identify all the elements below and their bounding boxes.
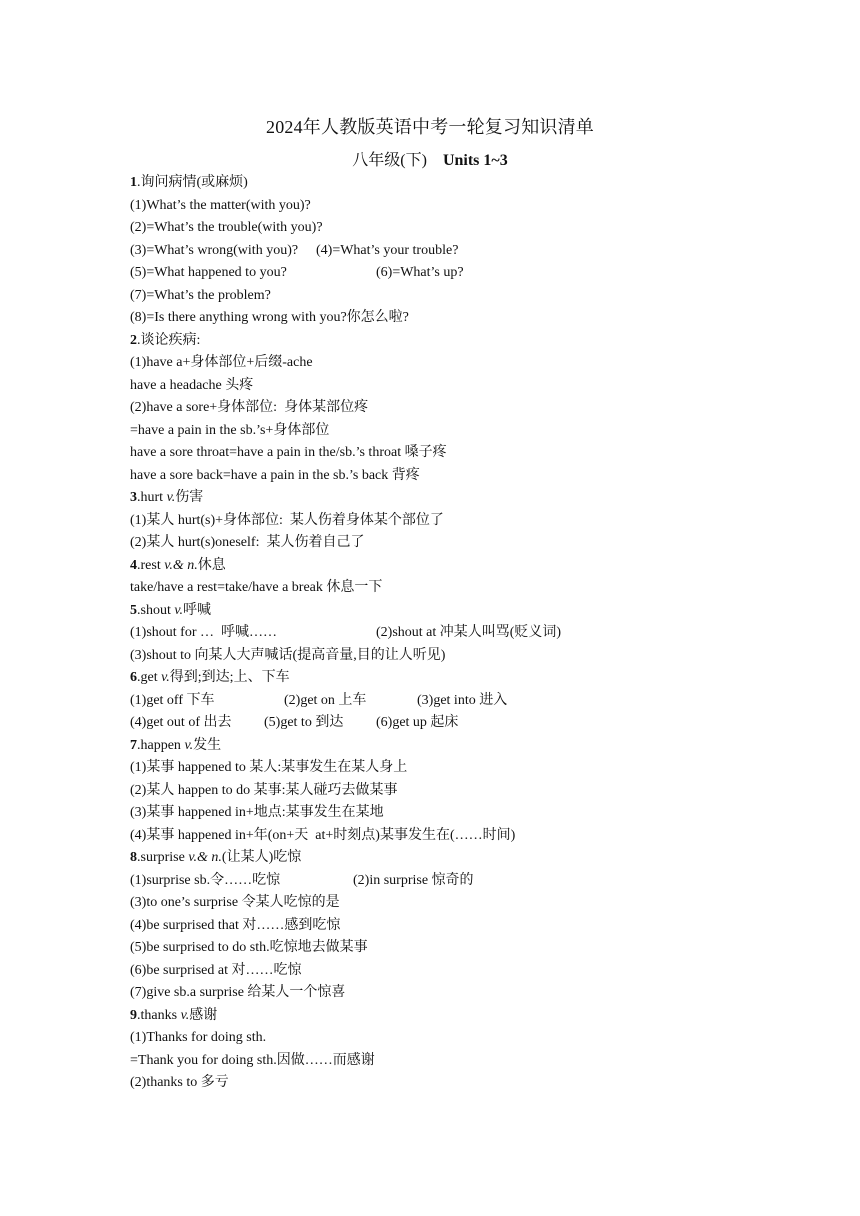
section-title: .rest — [137, 557, 165, 573]
section-title: .hurt — [137, 490, 167, 505]
section-meaning: 休息 — [197, 557, 226, 573]
list-item — [130, 307, 830, 330]
list-item — [130, 240, 830, 263]
list-item — [130, 757, 830, 780]
list-item-text: (7)give sb.a surprise 给某人一个惊喜 — [130, 985, 346, 1000]
section-title: .get — [137, 670, 162, 685]
list-item-text: (2)get on 上车 — [284, 692, 367, 708]
section-meaning: 呼喊 — [183, 602, 212, 618]
list-item-text: (2)have a sore+身体部位: 身体某部位疼 — [130, 400, 369, 415]
list-item-text: (2)某人 hurt(s)oneself: 某人伤着自己了 — [130, 535, 365, 550]
list-item-text: (1)某人 hurt(s)+身体部位: 某人伤着身体某个部位了 — [130, 512, 444, 528]
section-meaning: 感谢 — [189, 1007, 218, 1023]
list-item — [130, 532, 830, 555]
knowledge-list — [130, 172, 830, 1095]
list-item — [130, 960, 830, 983]
list-item-text: (1)get off 下车 — [130, 692, 215, 708]
list-item-text: (1)某事 happened to 某人:某事发生在某人身上 — [130, 760, 408, 775]
list-item — [130, 892, 830, 915]
list-item-text: have a sore back=have a pain in the sb.’s back 背疼 — [130, 467, 420, 483]
list-item-text: (2)某人 happen to do 某事:某人碰巧去做某事 — [130, 782, 398, 798]
page-subtitle — [0, 151, 860, 171]
list-item-text: take/have a rest=take/have a break 休息一下 — [130, 580, 383, 595]
section-heading — [130, 555, 830, 578]
section-heading — [130, 600, 830, 623]
list-item — [130, 262, 830, 285]
list-item — [130, 825, 830, 848]
section-meaning: 得到;到达;上、下车 — [169, 670, 290, 685]
list-item — [130, 915, 830, 938]
list-item-text: (4)=What’s your trouble? — [316, 242, 459, 258]
list-item-text: (1)What’s the matter(with you)? — [130, 197, 311, 213]
list-item — [130, 712, 830, 735]
part-of-speech: v.& n. — [188, 850, 222, 865]
list-item-text: (5)get to 到达 — [264, 715, 344, 730]
section-title: .happen — [137, 737, 185, 753]
list-item-text: (3)=What’s wrong(with you)? — [130, 242, 299, 258]
section-number: 5 — [130, 602, 137, 618]
list-item-text: (5)be surprised to do sth.吃惊地去做某事 — [130, 940, 368, 955]
section-title: .thanks — [137, 1007, 181, 1023]
section-meaning: 伤害 — [175, 490, 204, 505]
section-number: 3 — [130, 490, 137, 505]
part-of-speech: v. — [166, 490, 176, 505]
list-item — [130, 217, 830, 240]
list-item-text: (8)=Is there anything wrong with you?你怎么啦? — [130, 310, 409, 325]
list-item-text: (4)be surprised that 对……感到吃惊 — [130, 917, 341, 933]
list-item-text: (5)=What happened to you? — [130, 265, 287, 280]
list-item — [130, 375, 830, 398]
list-item — [130, 577, 830, 600]
list-item — [130, 982, 830, 1005]
list-item-text: (1)shout for … 呼喊…… — [130, 625, 277, 640]
list-item-text: (3)get into 进入 — [417, 692, 508, 708]
list-item-text: (2)in surprise 惊奇的 — [353, 872, 474, 888]
list-item — [130, 1027, 830, 1050]
part-of-speech: v. — [180, 1007, 190, 1023]
list-item-text: (6)=What’s up? — [376, 265, 464, 280]
section-meaning: (让某人)吃惊 — [221, 850, 302, 865]
list-item — [130, 622, 830, 645]
grade-label: 八年级(下) — [352, 152, 427, 169]
section-number: 6 — [130, 670, 137, 685]
list-item-text: (3)某事 happened in+地点:某事发生在某地 — [130, 805, 384, 820]
list-item-text: (1)Thanks for doing sth. — [130, 1030, 267, 1045]
list-item-text: (1)have a+身体部位+后缀-ache — [130, 355, 313, 370]
list-item-text: (2)=What’s the trouble(with you)? — [130, 220, 323, 235]
section-heading — [130, 330, 830, 353]
section-number: 9 — [130, 1007, 137, 1023]
list-item-text: (1)surprise sb.令……吃惊 — [130, 872, 281, 888]
list-item — [130, 442, 830, 465]
list-item-text: (3)to one’s surprise 令某人吃惊的是 — [130, 895, 340, 910]
list-item — [130, 802, 830, 825]
list-item-text: (2)shout at 冲某人叫骂(贬义词) — [376, 625, 562, 640]
part-of-speech: v. — [174, 602, 184, 618]
list-item-text: =Thank you for doing sth.因做……而感谢 — [130, 1052, 375, 1068]
part-of-speech: v. — [184, 737, 194, 753]
section-number: 1 — [130, 175, 137, 190]
list-item — [130, 195, 830, 218]
section-heading — [130, 847, 830, 870]
list-item-text: (2)thanks to 多亏 — [130, 1075, 229, 1090]
list-item-text: have a headache 头疼 — [130, 377, 254, 393]
section-meaning: 发生 — [193, 737, 222, 753]
list-item-text: have a sore throat=have a pain in the/sb.’s throat 嗓子疼 — [130, 445, 447, 460]
list-item — [130, 465, 830, 488]
list-item — [130, 1072, 830, 1095]
part-of-speech: v. — [161, 670, 170, 685]
list-item — [130, 510, 830, 533]
section-heading — [130, 667, 830, 690]
section-title: .谈论疾病: — [137, 332, 201, 348]
list-item-text: (6)get up 起床 — [376, 715, 459, 730]
units-label: Units 1~3 — [442, 152, 508, 169]
list-item — [130, 1050, 830, 1073]
list-item-text: =have a pain in the sb.’s+身体部位 — [130, 422, 330, 438]
part-of-speech: v.& n. — [164, 557, 198, 573]
section-number: 7 — [130, 737, 137, 753]
list-item — [130, 780, 830, 803]
section-title: .询问病情(或麻烦) — [137, 175, 248, 190]
list-item-text: (6)be surprised at 对……吃惊 — [130, 962, 302, 978]
list-item — [130, 397, 830, 420]
list-item — [130, 352, 830, 375]
section-heading — [130, 1005, 830, 1028]
section-number: 4 — [130, 557, 137, 573]
list-item-text: (4)某事 happened in+年(on+天 at+时刻点)某事发生在(……时间) — [130, 827, 516, 843]
list-item-text: (4)get out of 出去 — [130, 715, 232, 730]
list-item — [130, 420, 830, 443]
section-title: .shout — [137, 602, 175, 618]
section-number: 8 — [130, 850, 137, 865]
section-title: .surprise — [137, 850, 189, 865]
list-item — [130, 870, 830, 893]
page-title: 2024年人教版英语中考一轮复习知识清单 — [266, 117, 594, 137]
section-heading — [130, 735, 830, 758]
list-item-text: (3)shout to 向某人大声喊话(提高音量,目的让人听见) — [130, 647, 446, 663]
list-item — [130, 645, 830, 668]
list-item — [130, 937, 830, 960]
section-heading — [130, 172, 830, 195]
list-item — [130, 690, 830, 713]
section-number: 2 — [130, 332, 137, 348]
list-item-text: (7)=What’s the problem? — [130, 287, 271, 303]
list-item — [130, 285, 830, 308]
section-heading — [130, 487, 830, 510]
